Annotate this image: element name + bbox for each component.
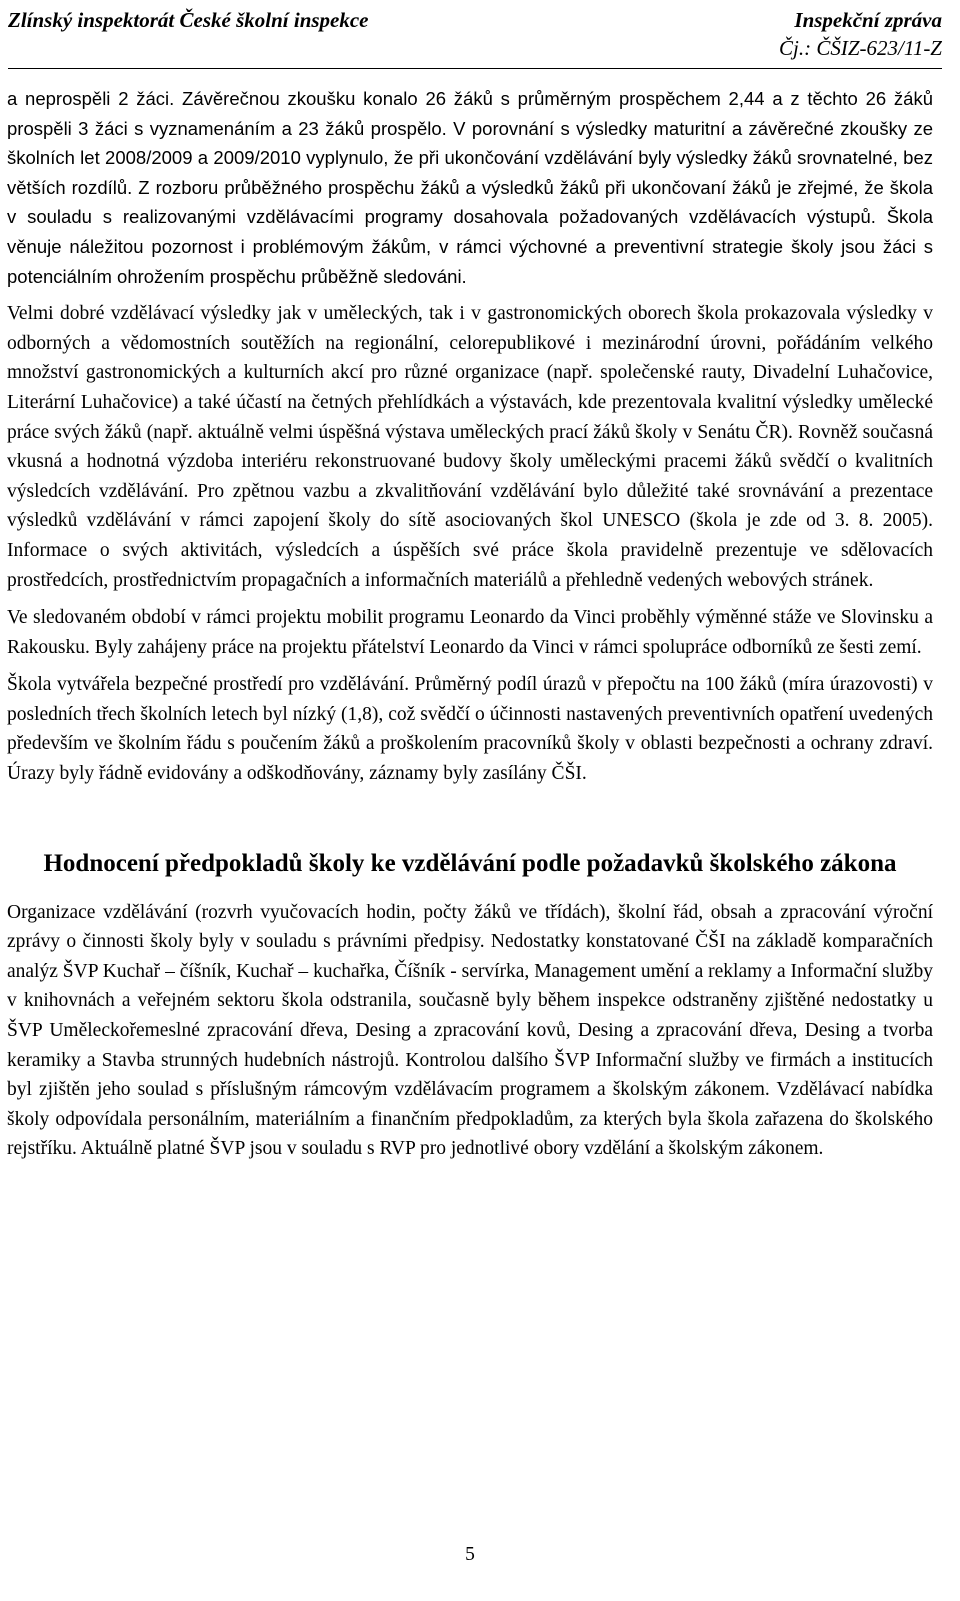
header-reference-number: Čj.: ČŠIZ-623/11-Z — [779, 36, 942, 60]
page-header — [8, 4, 942, 69]
paragraph-educational-results: Velmi dobré vzdělávací výsledky jak v uměleckých, tak i v gastronomických oborech škola prokazovala výsledky v odborných a vědomostních soutěžích na regionální, celorepublikové i mezinárodní úrovni, pořádáním velkého množství gastronomických a kulturních akcí pro různé organizace (např. společenské rauty, Divadelní Luhačovice, Literární Luhačovice) a také účastí na četných přehlídkách a výstavách, kde prezentovala kvalitní výsledky umělecké práce svých žáků (např. aktuálně velmi úspěšná výstava uměleckých prací žáků školy v Senátu ČR). Rovněž současná vkusná a hodnotná výzdoba interiéru rekonstruované budovy školy uměleckými pracemi žáků svědčí o kvalitních výsledcích vzdělávání. Pro zpětnou vazbu a zkvalitňování vzdělávání bylo důležité také srovnávání a prezentace výsledků vzdělávání v rámci zapojení školy do sítě asociovaných škol UNESCO (škola je zde od 3. 8. 2005). Informace o svých aktivitách, výsledcích a úspěších své práce škola pravidelně prezentuje ve sdělovacích prostředcích, prostřednictvím propagačních a informačních materiálů a přehledně vedených webových stránek. — [7, 303, 933, 591]
header-inspectorate: Zlínský inspektorát České školní inspekce — [8, 8, 369, 32]
paragraph-safety: Škola vytvářela bezpečné prostředí pro vzdělávání. Průměrný podíl úrazů v přepočtu na 100 žáků (míra úrazovosti) v posledních třech školních letech byl nízký (1,8), což svědčí o účinnosti nastavených preventivních opatření uvedených především ve školním řádu s poučením žáků a proškolením pracovníků školy v oblasti bezpečnosti a ochrany zdraví. Úrazy byly řádně evidovány a odškodňovány, záznamy byly zasílány ČŠI. — [7, 674, 933, 785]
section-heading: Hodnocení předpokladů školy ke vzdělávání podle požadavků školského zákona — [43, 849, 897, 877]
header-report-title: Inspekční zpráva — [794, 8, 942, 32]
header-report-info — [779, 6, 942, 62]
paragraph-exam-results: a neprospěli 2 žáci. Závěrečnou zkoušku konalo 26 žáků s průměrným prospěchem 2,44 a z těchto 26 žáků prospěli 3 žáci s vyznamenáním a 23 žáků prospělo. V porovnání s výsledky maturitní a závěrečné zkoušky ze školních let 2008/2009 a 2009/2010 vyplynulo, že při ukončování vzdělávání byly výsledky žáků srovnatelné, bez větších rozdílů. Z rozboru průběžného prospěchu žáků a výsledků žáků při ukončovaní žáků je zřejmé, že škola v souladu s realizovanými vzdělávacími programy dosahovala požadovaných vzdělávacích výstupů. Škola věnuje náležitou pozornost i problémovým žákům, v rámci výchovné a preventivní strategie školy jsou žáci s potenciálním ohrožením prospěchu průběžně sledováni. — [7, 88, 933, 287]
paragraph-school-prerequisites: Organizace vzdělávání (rozvrh vyučovacích hodin, počty žáků ve třídách), školní řád, obsah a zpracování výroční zprávy o činnosti školy byly v souladu s právními předpisy. Nedostatky konstatované ČŠI na základě komparačních analýz ŠVP Kuchař – číšník, Kuchař – kuchařka, Číšník - servírka, Management umění a reklamy a Informační služby v knihovnách a veřejném sektoru škola odstranila, současně byly během inspekce odstraněny zjištěné nedostatky u ŠVP Uměleckořemeslné zpracování dřeva, Desing a zpracování kovů, Desing a zpracování dřeva, Desing a tvorba keramiky a Stavba strunných hudebních nástrojů. Kontrolou dalšího ŠVP Informační služby ve firmách a institucích byl zjištěn jeho soulad s příslušným rámcovým vzdělávacím programem a školským zákonem. Vzdělávací nabídka školy odpovídala personálním, materiálním a finančním předpokladům, za kterých byla škola zařazena do školského rejstříku. Aktuálně platné ŠVP jsou v souladu s RVP pro jednotlivé obory vzdělání a školským zákonem. — [7, 901, 933, 1160]
paragraph-leonardo-project: Ve sledovaném období v rámci projektu mobilit programu Leonardo da Vinci proběhly výměnné stáže ve Slovinsku a Rakousku. Byly zahájeny práce na projektu přátelství Leonardo da Vinci v rámci spolupráce odborníků ze šesti zemí. — [7, 607, 933, 658]
document-body — [7, 84, 933, 1172]
page-number: 5 — [465, 1544, 475, 1565]
